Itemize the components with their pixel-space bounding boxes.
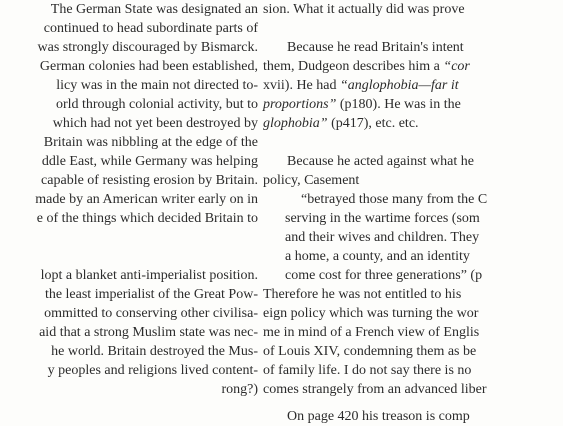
quote-line: and their wives and children. They [285, 230, 480, 245]
right-line [263, 114, 563, 133]
right-line: sion. What it actually did was prove [263, 2, 465, 17]
left-line: orld through colonial activity, but to [55, 97, 258, 112]
quote-line: a home, a county, and an identity [285, 249, 470, 264]
right-text: (p417), etc. etc. [327, 116, 419, 131]
left-line: aid that a strong Muslim state was nec- [39, 325, 258, 340]
left-line: ommitted to conserving other civilisa- [44, 306, 258, 321]
left-line [0, 247, 258, 266]
left-line: licy was in the main not directed to- [56, 78, 258, 93]
left-line: German colonies had been established, [39, 59, 258, 74]
left-line: Britain was nibbling at the edge of the [43, 135, 258, 150]
quote-line: “betrayed those many from the C [301, 192, 488, 207]
paragraph-gap [263, 19, 563, 38]
right-italic-text: “cor [443, 59, 470, 74]
right-line: Because he read Britain's intent [287, 40, 464, 55]
left-line: which had not yet been destroyed by [52, 116, 258, 131]
right-italic-text: glophobia” [263, 116, 328, 131]
right-text: xvii). He had [263, 78, 340, 93]
right-line: policy, Casement [263, 173, 360, 188]
right-line [263, 57, 563, 76]
right-line: On page 420 his treason is comp [287, 409, 470, 424]
left-line: he world. Britain destroyed the Mus- [51, 344, 258, 359]
left-line: the least imperialist of the Great Pow- [44, 287, 258, 302]
right-line: comes strangely from an advanced liber [263, 382, 487, 397]
left-line: ddle East, while Germany was helping [41, 154, 258, 169]
right-text-column [263, 0, 563, 426]
right-line: of Louis XIV, condemning them as be [263, 344, 477, 359]
left-line: e of the things which decided Britain to [36, 211, 258, 226]
paragraph-gap [263, 399, 563, 407]
quote-line: serving in the wartime forces (som [285, 211, 480, 226]
right-line [263, 76, 563, 95]
left-line: continued to head subordinate parts of [43, 21, 258, 36]
right-line [263, 95, 563, 114]
right-line: of family life. I do not say there is no [263, 363, 472, 378]
left-line: The German State was designated an [50, 2, 258, 17]
right-text: (p180). He was in the [336, 97, 461, 112]
right-line: me in mind of a French view of Englis [263, 325, 480, 340]
quote-line: come cost for three generations” (p [285, 268, 483, 283]
right-italic-text: “anglophobia—far it [339, 78, 459, 93]
right-line: Because he acted against what he [287, 154, 474, 169]
left-line: made by an American writer early on in [35, 192, 258, 207]
left-text-column [0, 0, 258, 399]
right-text: them, Dudgeon describes him a [263, 59, 444, 74]
left-line: capable of resisting erosion by Britain. [41, 173, 258, 188]
left-line: y peoples and religions lived content- [47, 363, 258, 378]
right-line: eign policy which was turning the wor [263, 306, 479, 321]
left-line: was strongly discouraged by Bismarck. [37, 40, 258, 55]
paragraph-gap [263, 133, 563, 152]
right-line: Therefore he was not entitled to his [263, 287, 462, 302]
right-italic-text: proportions” [263, 97, 337, 112]
left-line: lopt a blanket anti-imperialist position. [40, 268, 258, 283]
left-line [0, 228, 258, 247]
left-line: rong?) [221, 382, 258, 397]
